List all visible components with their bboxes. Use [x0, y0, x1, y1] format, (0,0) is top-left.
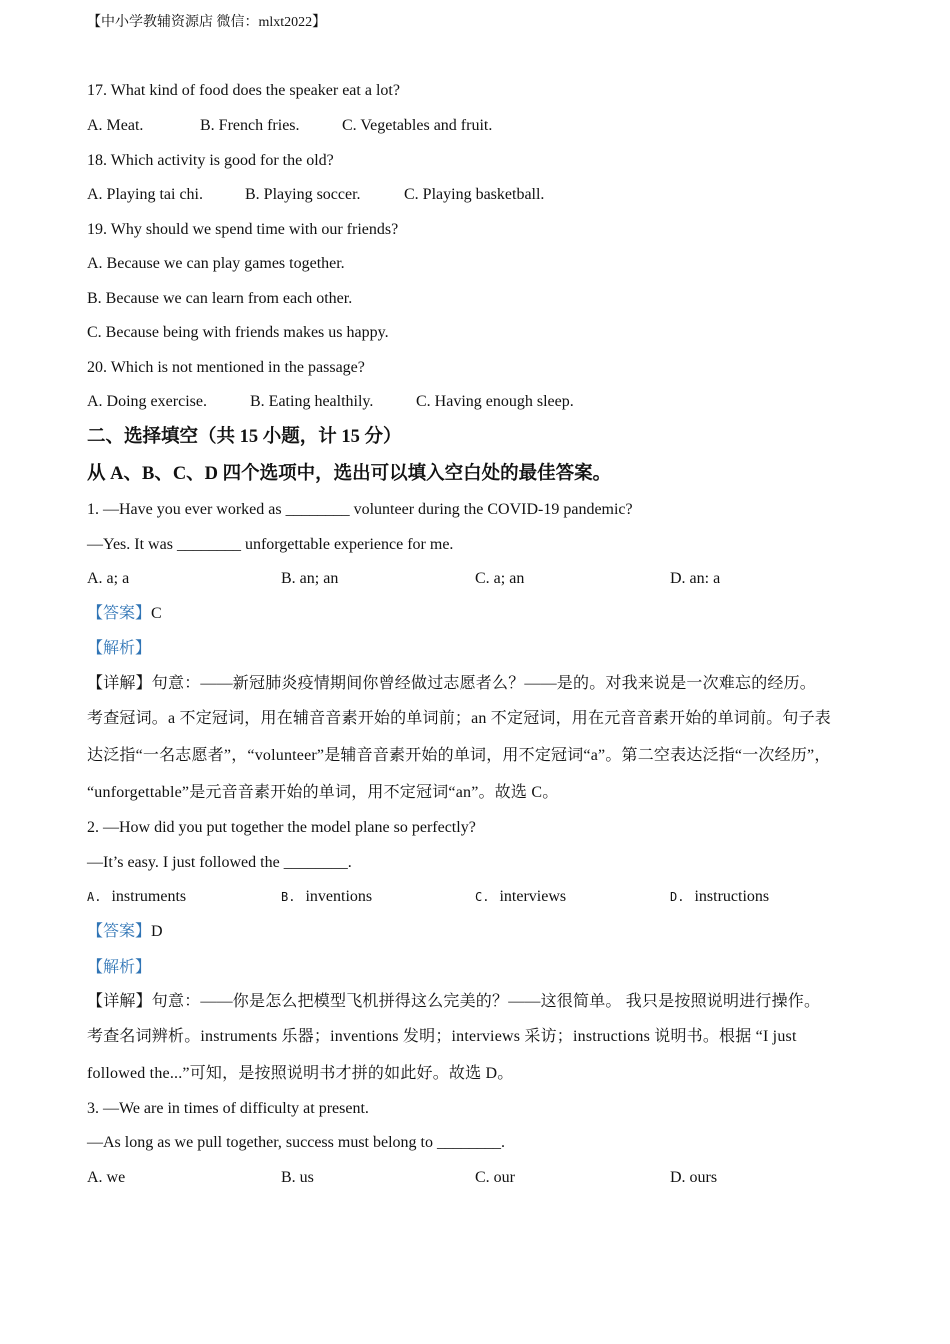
q1-line2: —Yes. It was ________ unforgettable experience for me. — [87, 536, 454, 553]
q1-line1: 1. —Have you ever worked as ________ volunteer during the COVID-19 pandemic? — [87, 501, 633, 518]
option-letter: A. — [87, 890, 102, 904]
section-2-title: 二、选择填空（共 15 小题，计 15 分） — [87, 427, 402, 447]
question-20-option-c: C. Having enough sleep. — [416, 393, 574, 410]
answer-value: D — [151, 923, 163, 940]
q2-option-b — [281, 887, 372, 907]
question-19-option-c: C. Because being with friends makes us happy. — [87, 324, 389, 341]
option-text: inventions — [305, 888, 373, 905]
q1-detail-line-4: “unforgettable”是元音音素开始的单词，用不定冠词“an”。故选 C。 — [87, 784, 559, 801]
option-text: interviews — [499, 888, 567, 905]
q3-line1: 3. —We are in times of difficulty at present. — [87, 1100, 369, 1117]
question-18-option-c: C. Playing basketball. — [404, 186, 545, 203]
q1-option-c: C. a; an — [475, 570, 525, 587]
question-18-option-b: B. Playing soccer. — [245, 186, 361, 203]
page-header: 【中小学教辅资源店 微信：mlxt2022】 — [87, 15, 327, 30]
question-17-option-c: C. Vegetables and fruit. — [342, 117, 493, 134]
question-19-option-b: B. Because we can learn from each other. — [87, 290, 353, 307]
q3-line2: —As long as we pull together, success must belong to ________. — [87, 1134, 505, 1151]
question-19-stem: 19. Why should we spend time with our friends? — [87, 221, 399, 238]
q1-option-b: B. an; an — [281, 570, 339, 587]
q3-option-b: B. us — [281, 1169, 314, 1186]
question-17-option-a: A. Meat. — [87, 117, 144, 134]
q2-option-d — [670, 887, 769, 907]
question-17-stem: 17. What kind of food does the speaker eat a lot? — [87, 82, 400, 99]
question-20-option-a: A. Doing exercise. — [87, 393, 207, 410]
q2-line2: —It’s easy. I just followed the ________. — [87, 854, 352, 871]
option-text: instruments — [111, 888, 187, 905]
option-letter: C. — [475, 890, 490, 904]
q2-detail-line-1: 【详解】句意：——你是怎么把模型飞机拼得这么完美的？——这很简单。 我只是按照说明进行操作。 — [87, 993, 821, 1010]
q1-analysis-label: 【解析】 — [87, 640, 152, 657]
question-19-option-a: A. Because we can play games together. — [87, 255, 345, 272]
q2-option-c — [475, 887, 566, 907]
q2-analysis-label: 【解析】 — [87, 959, 152, 976]
question-20-stem: 20. Which is not mentioned in the passage? — [87, 359, 365, 376]
answer-value: C — [151, 605, 162, 622]
question-18-option-a: A. Playing tai chi. — [87, 186, 203, 203]
question-17-option-b: B. French fries. — [200, 117, 300, 134]
q2-answer — [87, 922, 163, 942]
q3-option-d: D. ours — [670, 1169, 718, 1186]
option-text: instructions — [694, 888, 770, 905]
answer-label: 【答案】 — [87, 605, 152, 622]
question-18-stem: 18. Which activity is good for the old? — [87, 152, 334, 169]
q1-detail-line-3: 达泛指“一名志愿者”，“volunteer”是辅音音素开始的单词，用不定冠词“a”。第二空表达泛指“一次经历”， — [87, 747, 831, 764]
question-20-option-b: B. Eating healthily. — [250, 393, 374, 410]
q2-detail-line-3: followed the...”可知，是按照说明书才拼的如此好。故选 D。 — [87, 1065, 514, 1082]
option-letter: D. — [670, 890, 685, 904]
q2-option-a — [87, 887, 186, 907]
q1-option-a: A. a; a — [87, 570, 130, 587]
q3-option-c: C. our — [475, 1169, 515, 1186]
q2-detail-line-2: 考查名词辨析。instruments 乐器；inventions 发明；interviews 采访；instructions 说明书。根据 “I just — [87, 1028, 797, 1045]
q1-answer — [87, 604, 162, 624]
section-2-instruction: 从 A、B、C、D 四个选项中，选出可以填入空白处的最佳答案。 — [87, 464, 612, 484]
q1-option-d: D. an: a — [670, 570, 721, 587]
answer-label: 【答案】 — [87, 923, 152, 940]
q3-option-a: A. we — [87, 1169, 126, 1186]
q2-line1: 2. —How did you put together the model plane so perfectly? — [87, 819, 476, 836]
q1-detail-line-2: 考查冠词。a 不定冠词，用在辅音音素开始的单词前；an 不定冠词，用在元音音素开始的单词前。句子表 — [87, 710, 832, 727]
q1-detail-line-1: 【详解】句意：——新冠肺炎疫情期间你曾经做过志愿者么？——是的。对我来说是一次难忘的经历。 — [87, 675, 817, 692]
option-letter: B. — [281, 890, 296, 904]
